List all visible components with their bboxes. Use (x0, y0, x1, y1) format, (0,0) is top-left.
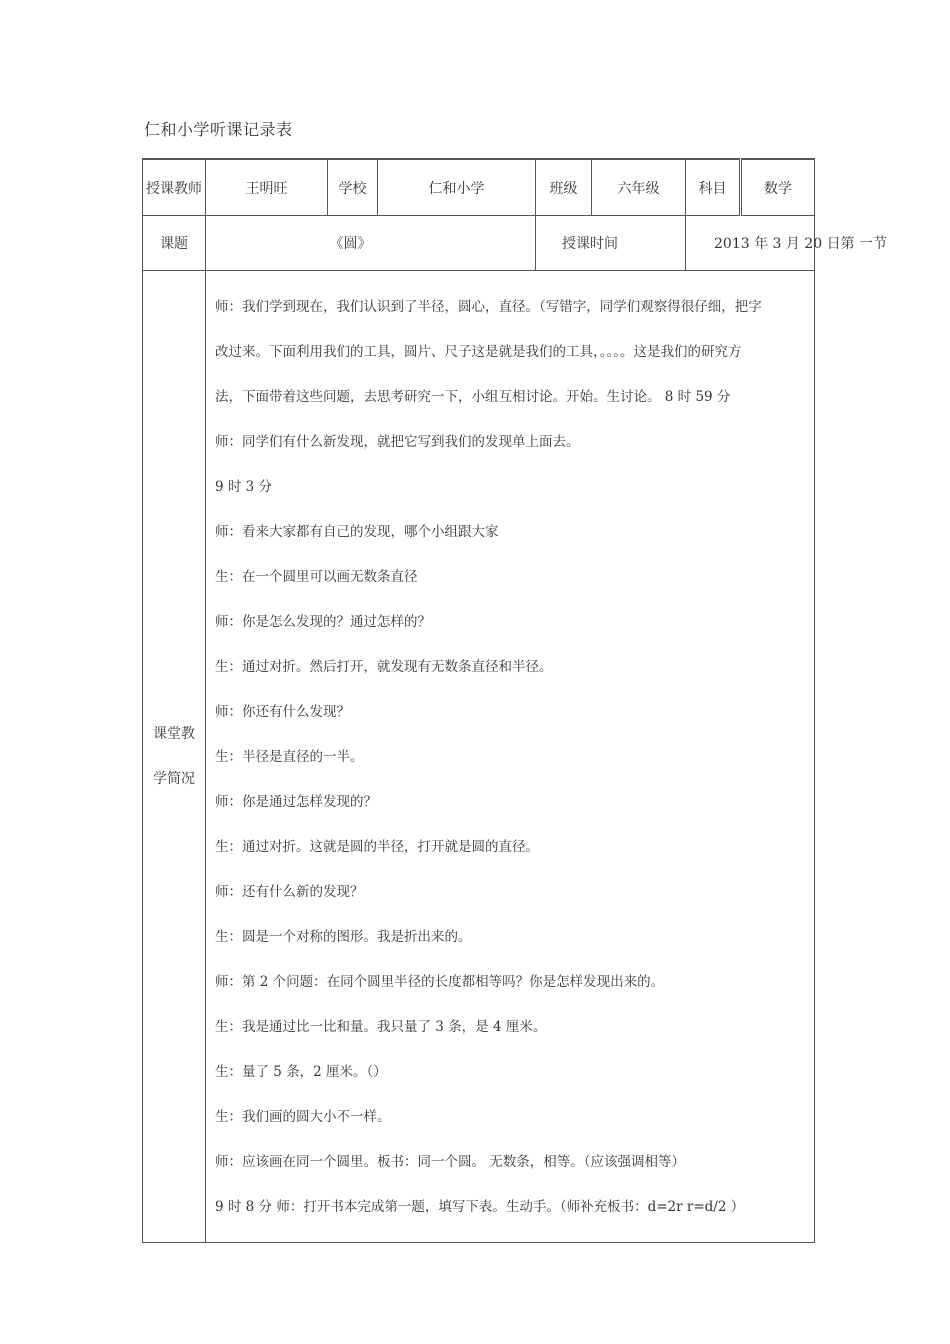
school-label: 学校 (328, 159, 378, 216)
content-line: 生：在一个圆里可以画无数条直径 (215, 569, 418, 585)
content-line: 师：第 2 个问题：在同个圆里半径的长度都相等吗？你是怎样发现出来的。 (215, 974, 665, 990)
content-row (143, 271, 815, 1243)
content-line: 生：圆是一个对称的图形。我是折出来的。 (215, 929, 472, 945)
content-label (143, 271, 206, 1243)
content-line: 师：我们学到现在，我们认识到了半径，圆心，直径。（写错字，同学们观察得很仔细，把字 (215, 299, 762, 315)
content-line: 师：你还有什么发现？ (215, 704, 350, 720)
content-line: 生：通过对折。这就是圆的半径，打开就是圆的直径。 (215, 839, 539, 855)
content-line: 师：你是通过怎样发现的？ (215, 794, 377, 810)
topic-value: 《圆》 (206, 216, 536, 271)
time-label: 授课时间 (536, 216, 686, 271)
content-line: 改过来。下面利用我们的工具，圆片、尺子这是就是我们的工具，。。。。这是我们的研究方 (215, 344, 742, 360)
content-line: 师：你是怎么发现的？通过怎样的？ (215, 614, 431, 630)
teacher-label: 授课教师 (143, 159, 206, 216)
content-line: 9 时 8 分 师：打开书本完成第一题，填写下表。生动手。（师补充板书：d=2r r=d/2 ） (215, 1199, 745, 1215)
content-cell (206, 271, 815, 1243)
content-line: 师：还有什么新的发现？ (215, 884, 364, 900)
content-line: 师：应该画在同一个圆里。板书：同一个圆。 无数条，相等。（应该强调相等） (215, 1154, 686, 1170)
page-title: 仁和小学听课记录表 (144, 120, 293, 139)
class-label: 班级 (536, 159, 592, 216)
topic-label: 课题 (143, 216, 206, 271)
content-line: 生：我们画的圆大小不一样。 (215, 1109, 391, 1125)
content-label-line1: 课堂教 (153, 725, 195, 742)
content-line: 师：看来大家都有自己的发现，哪个小组跟大家 (215, 524, 499, 540)
content-line: 法，下面带着这些问题，去思考研究一下，小组互相讨论。开始。生讨论。 8 时 59 分 (215, 389, 731, 405)
school-value: 仁和小学 (378, 159, 536, 216)
content-label-line2: 学简况 (153, 770, 195, 787)
content-line: 生：量了 5 条，2 厘米。（） (215, 1064, 387, 1080)
header-row (143, 159, 815, 216)
lesson-record-table (142, 158, 888, 1243)
subject-value: 数学 (741, 159, 815, 216)
content-line: 9 时 3 分 (215, 479, 273, 495)
content-line: 生：我是通过比一比和量。我只量了 3 条，是 4 厘米。 (215, 1019, 547, 1035)
content-line: 生：通过对折。然后打开，就发现有无数条直径和半径。 (215, 659, 553, 675)
time-value: 2013 年 3 月 20 日第 一节 (686, 216, 815, 271)
topic-row (143, 216, 815, 271)
content-line: 生：半径是直径的一半。 (215, 749, 364, 765)
class-value: 六年级 (592, 159, 686, 216)
subject-label: 科目 (686, 159, 741, 216)
content-line: 师：同学们有什么新发现，就把它写到我们的发现单上面去。 (215, 434, 580, 450)
teacher-value: 王明旺 (206, 159, 328, 216)
